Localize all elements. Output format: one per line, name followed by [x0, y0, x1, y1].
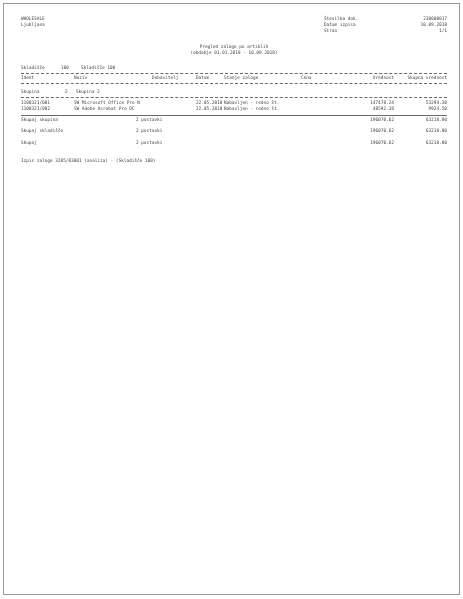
report-subtitle: (obdobje 01.01.2018 - 10.09.2018): [190, 51, 278, 56]
print-date-label: Datum izpisa: [324, 23, 356, 28]
col-total: Skupna vrednost: [407, 76, 447, 81]
col-price: Cena: [301, 76, 312, 81]
report-footer-note: Izpis zaloge 3285/03001 (analiza) - (Skladišče 100): [21, 159, 156, 164]
subtotal-rule-1: [21, 115, 447, 116]
grand-total-total: 63218.80: [425, 141, 447, 146]
print-date-value: 10.09.2018: [420, 23, 447, 28]
grand-total-value: 196070.62: [370, 141, 394, 146]
subtotal-warehouse-count: 2 postavki: [136, 129, 163, 134]
row-2-date: 22.05.2018: [196, 107, 223, 112]
subtotal-group-label: Skupaj skupina: [21, 118, 58, 123]
warehouse-code: 100: [61, 66, 69, 71]
row-1-name: SW Microsoft Office Pro N: [74, 101, 140, 106]
warehouse-name: Skladišče 100: [81, 66, 116, 71]
company-city: Ljubljana: [21, 23, 45, 28]
row-1-total: 53294.30: [425, 101, 447, 106]
subtotal-warehouse-value: 196070.62: [370, 129, 394, 134]
group-code: 2: [65, 90, 68, 95]
group-label: Skupina: [21, 90, 40, 95]
page-label: Stran: [324, 29, 338, 34]
row-2-total: 9924.50: [428, 107, 447, 112]
grand-total-count: 2 postavki: [136, 141, 163, 146]
rows-rule-top: [21, 97, 447, 98]
subtotal-warehouse-label: Skupaj skladišče: [21, 129, 64, 134]
page-number-value: 1/1: [439, 29, 447, 34]
col-name: Naziv: [74, 76, 88, 81]
header-rule-bottom: [21, 83, 447, 84]
row-1-status: Nabavljen - redno št.: [224, 101, 280, 106]
col-date: Datum: [196, 76, 210, 81]
row-2-ident: 1100321/002: [21, 107, 51, 112]
report-page: [3, 3, 460, 595]
company-name: WHOLESALE: [21, 17, 45, 22]
row-1-value: 147478.24: [370, 101, 394, 106]
col-value: Vrednost: [372, 76, 394, 81]
subtotal-group-value: 196070.62: [370, 118, 394, 123]
warehouse-label: Skladišče: [21, 66, 45, 71]
row-2-value: 48592.38: [372, 107, 394, 112]
grand-total-label: Skupaj: [21, 141, 37, 146]
subtotal-group-count: 2 postavki: [136, 118, 163, 123]
doc-number-label: Številka dok.: [324, 17, 359, 22]
col-status: Stanje zaloge: [224, 76, 259, 81]
subtotal-warehouse-total: 63218.80: [425, 129, 447, 134]
row-1-ident: 1100321/001: [21, 101, 51, 106]
report-title: Pregled zaloge po artiklih: [199, 45, 269, 50]
doc-number-value: 230000017: [423, 17, 447, 22]
row-2-status: Nabavljen - redno št.: [224, 107, 280, 112]
col-supplier: Dobavitelj: [152, 76, 179, 81]
group-name: Skupina 2: [76, 90, 100, 95]
row-1-date: 22.05.2018: [196, 101, 223, 106]
subtotal-group-total: 63218.80: [425, 118, 447, 123]
col-ident: Ident: [21, 76, 35, 81]
row-2-name: SW Adobe Acrobat Pro DC: [74, 107, 135, 112]
header-rule-top: [21, 73, 447, 74]
